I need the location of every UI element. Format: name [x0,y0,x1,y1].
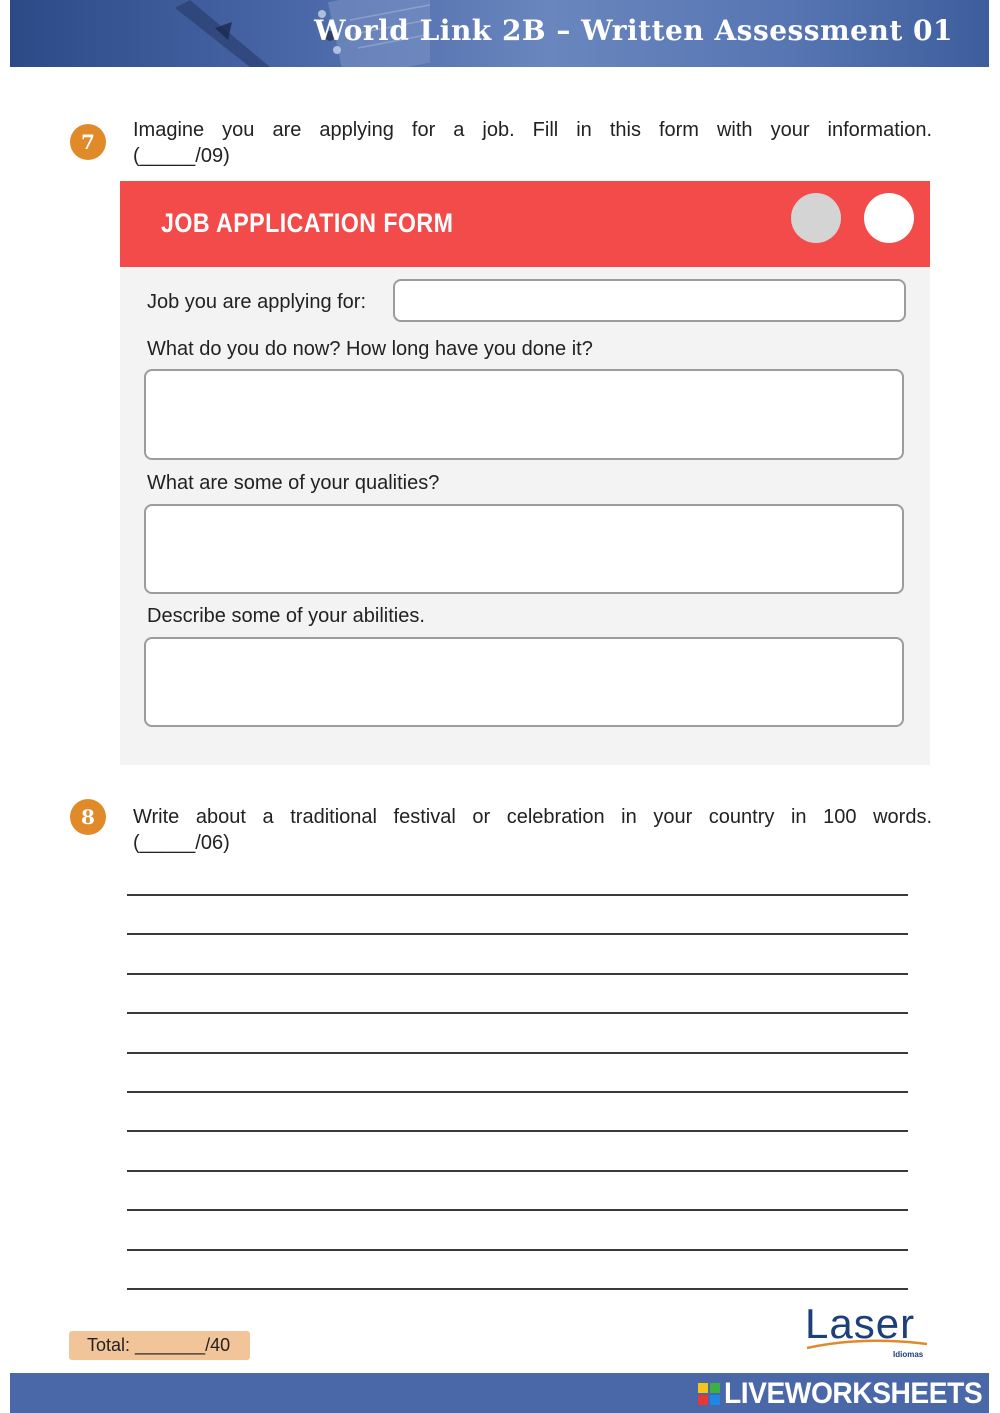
writing-line[interactable] [127,894,908,896]
job-applying-label: Job you are applying for: [147,291,367,313]
writing-line[interactable] [127,973,908,975]
form-title: JOB APPLICATION FORM [161,208,454,238]
writing-line[interactable] [127,933,908,935]
writing-lines[interactable] [127,894,908,1327]
current-job-label: What do you do now? How long have you done it? [147,338,593,360]
job-application-form [120,181,930,765]
laser-logo [803,1300,933,1362]
laser-logo-text: Laser [805,1300,916,1347]
grey-circle-decoration [791,193,841,243]
total-score-label: Total: _______/40 [87,1335,231,1355]
worksheet-title: World Link 2B – Written Assessment 01 [314,14,953,47]
total-score-box [69,1331,250,1360]
laser-logo-subtitle: Idiomas [893,1350,924,1359]
writing-line[interactable] [127,1091,908,1093]
qualities-input[interactable] [144,504,904,594]
job-applying-input[interactable] [393,279,906,322]
question-8-instructions: Write about a traditional festival or celebration in your country in 100 words. [133,806,932,828]
footer-bar [10,1373,989,1413]
question-7-badge: 7 [70,124,106,160]
question-8-badge: 8 [70,799,106,835]
question-8-score: (_____/06) [133,832,230,854]
writing-line[interactable] [127,1130,908,1132]
liveworksheets-icon [698,1383,720,1405]
white-circle-decoration [864,193,914,243]
writing-line[interactable] [127,1288,908,1290]
question-7-score: (_____/09) [133,145,230,167]
abilities-input[interactable] [144,637,904,727]
header-banner [10,0,989,67]
writing-line[interactable] [127,1052,908,1054]
writing-line[interactable] [127,1012,908,1014]
question-7-instructions: Imagine you are applying for a job. Fill in this form with your information. [133,119,932,141]
writing-line[interactable] [127,1170,908,1172]
qualities-label: What are some of your qualities? [147,472,440,494]
writing-line[interactable] [127,1249,908,1251]
writing-line[interactable] [127,1209,908,1211]
form-header [120,181,930,267]
abilities-label: Describe some of your abilities. [147,605,425,627]
current-job-input[interactable] [144,369,904,460]
liveworksheets-brand: LIVEWORKSHEETS [724,1377,983,1410]
